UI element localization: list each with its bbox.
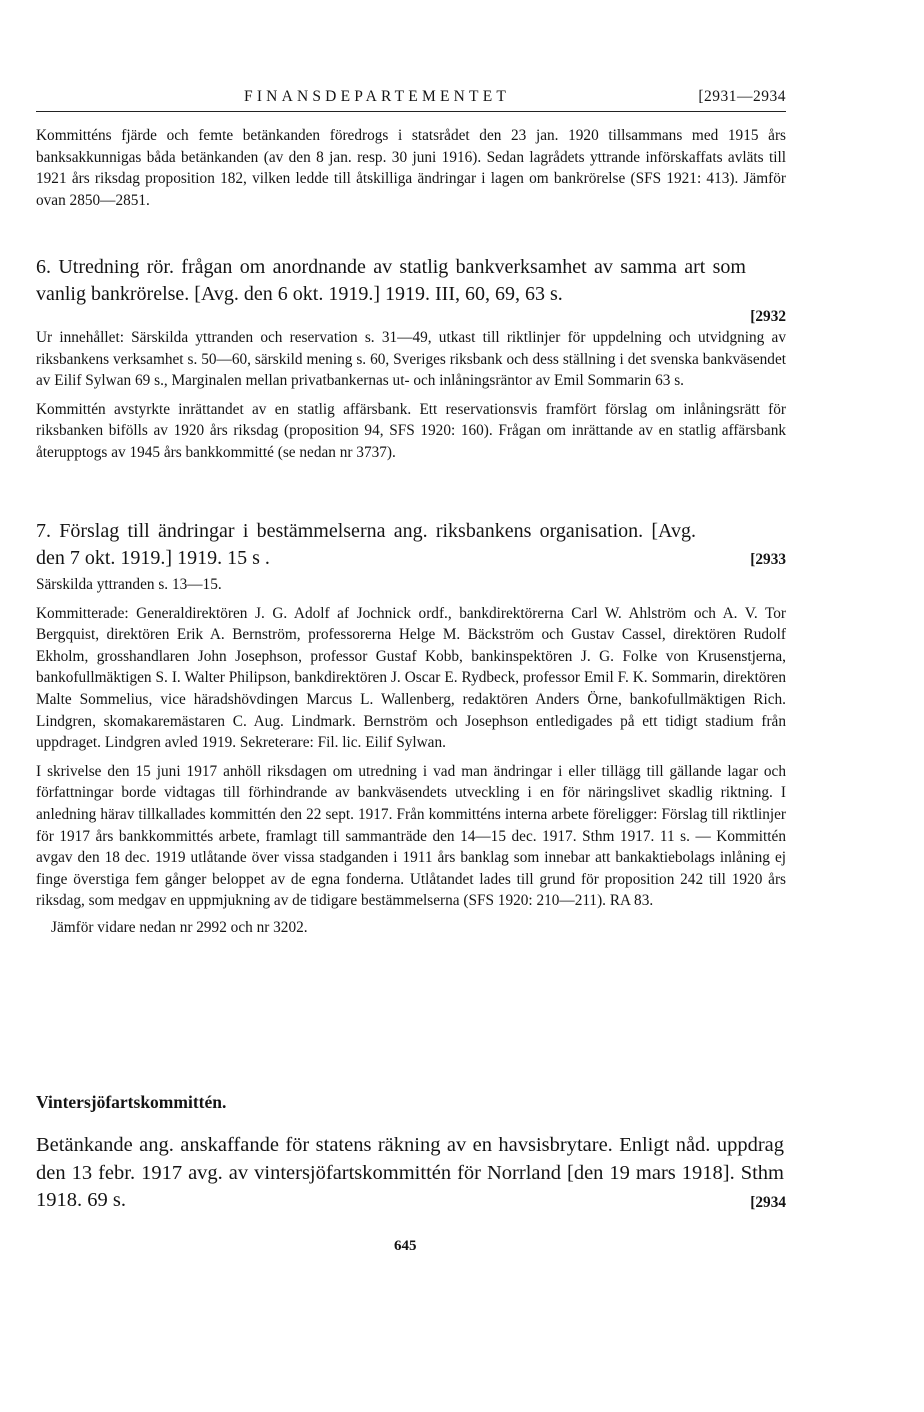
page-number: 645 (394, 1238, 417, 1254)
section-heading: Vintersjöfartskommittén. (36, 1092, 227, 1112)
entry-range: [2931—2934 (698, 88, 786, 105)
entry-2932-contents: Ur innehållet: Särskilda yttranden och reservation s. 31—49, utkast till riktlinjer för uppdelning och utvidgning av riksbankens verksamhet s. 50—60, särskild mening s. 60, Sveriges riksbank och dess ställning i det svenska bankväsendet av Eilif Sylwan 69 s., Marginalen mellan privatbankernas ut- och inlåningsräntor av Emil Sommarin 63 s. (36, 329, 786, 390)
entry-2933 (36, 518, 786, 939)
entry-2932-head (36, 254, 786, 325)
entry-2934-heading: Betänkande ang. anskaffande för statens räkning av en havsisbrytare. Enligt nåd. uppdrag den 13 febr. 1917 avg. av vintersjöfartskommittén för Norrland [den 19 mars 1918]. Sthm 1918. 69 s. (36, 1134, 784, 1211)
section-vintersjofart (36, 1092, 786, 1113)
entry-2933-contents: Särskilda yttranden s. 13—15. (36, 576, 222, 593)
entry-2933-members: Kommitterade: Generaldirektören J. G. Adolf af Jochnick ordf., bankdirektörerna Carl W. Ahlström och A. V. Tor Bergquist, direktören Erik A. Bernström, professorerna Helge M. Bäckström och Gustav Cassel, direktören Rudolf Ekholm, grosshandlaren John Josephson, professor Gustaf Kobb, bankinspektören J. G. Folke von Krusenstjerna, bankofullmäktigen S. I. Walter Philipson, bankdirektören J. Oscar E. Rydbeck, professor Emil F. K. Sommarin, direktören Malte Sommelius, vice häradshövdingen Marcus L. Wallenberg, redaktören Anders Örne, bankofullmäktigen Rich. Lindgren, skomakaremästaren C. Aug. Lindmark. Bernström och Josephson entledigades på ett tidigt stadium från uppdraget. Lindgren avled 1919. Sekreterare: Fil. lic. Eilif Sylwan. (36, 604, 786, 752)
entry-2934-number: [2934 (750, 1193, 786, 1211)
entry-2932-heading: 6. Utredning rör. frågan om anordnande av statlig bankverksamhet av samma art som vanlig bankrörelse. [Avg. den 6 okt. 1919.] 1919. III, 60, 69, 63 s. (36, 256, 746, 305)
entry-2933-see-also: Jämför vidare nedan nr 2992 och nr 3202. (51, 918, 308, 936)
intro-paragraph: Kommitténs fjärde och femte betänkanden föredrogs i statsrådet den 23 jan. 1920 tillsammans med 1915 års banksakkunnigas båda betänkanden (av den 8 jan. resp. 30 juni 1916). Sedan lagrådets yttrande införskaffats avläts till 1921 års riksdag proposition 182, vilken ledde till åtskilliga ändringar i lagen om bankrörelse (SFS 1921: 413). Jämför ovan 2850—2851. (36, 127, 786, 209)
entry-2932 (36, 254, 786, 464)
department-title: FINANSDEPARTEMENTET (244, 88, 511, 105)
entry-2933-number: [2933 (750, 551, 786, 568)
running-header (36, 88, 786, 112)
intro-block (36, 125, 786, 211)
entry-2934-head (36, 1132, 786, 1215)
header-rule (36, 111, 786, 112)
entry-2932-number: [2932 (750, 308, 786, 325)
entry-2933-history: I skrivelse den 15 juni 1917 anhöll riksdagen om utredning i vad man ändringar i eller tillägg till gällande lagar och författningar borde vidtagas till förhindrande av bankväsendets utveckling i en för näringslivet skadlig riktning. I anledning härav tillkallades kommittén den 22 sept. 1917. Från kommitténs interna arbete föreligger: Förslag till riktlinjer för 1917 års bankkommittés arbete, framlagt till sammanträde den 14—15 dec. 1917. Sthm 1917. 11 s. — Kommittén avgav den 18 dec. 1919 utlåtande över vissa stadganden i 1911 års banklag som innebar att bankaktiebolags inlåning ej finge överstiga fem gånger beloppet av de egna fonderna. Utlåtandet lades till grund för proposition 242 till 1920 års riksdag, som medgav en uppmjukning av de tidigare bestämmelserna (SFS 1920: 210—211). RA 83. (36, 762, 786, 910)
entry-2933-head (36, 518, 786, 571)
entry-2934 (36, 1132, 786, 1215)
entry-2933-heading: 7. Förslag till ändringar i bestämmelserna ang. riksbankens organisation. [Avg. den 7 okt. 1919.] 1919. 15 s . (36, 520, 696, 569)
entry-2932-note: Kommittén avstyrkte inrättandet av en statlig affärsbank. Ett reservationsvis framfört förslag om inlåningsrätt för riksbanken bifölls av 1920 års riksdag (proposition 94, SFS 1920: 160). Frågan om inrättande av en statlig affärsbank återupptogs av 1945 års bankkommitté (se nedan nr 3737). (36, 400, 786, 461)
